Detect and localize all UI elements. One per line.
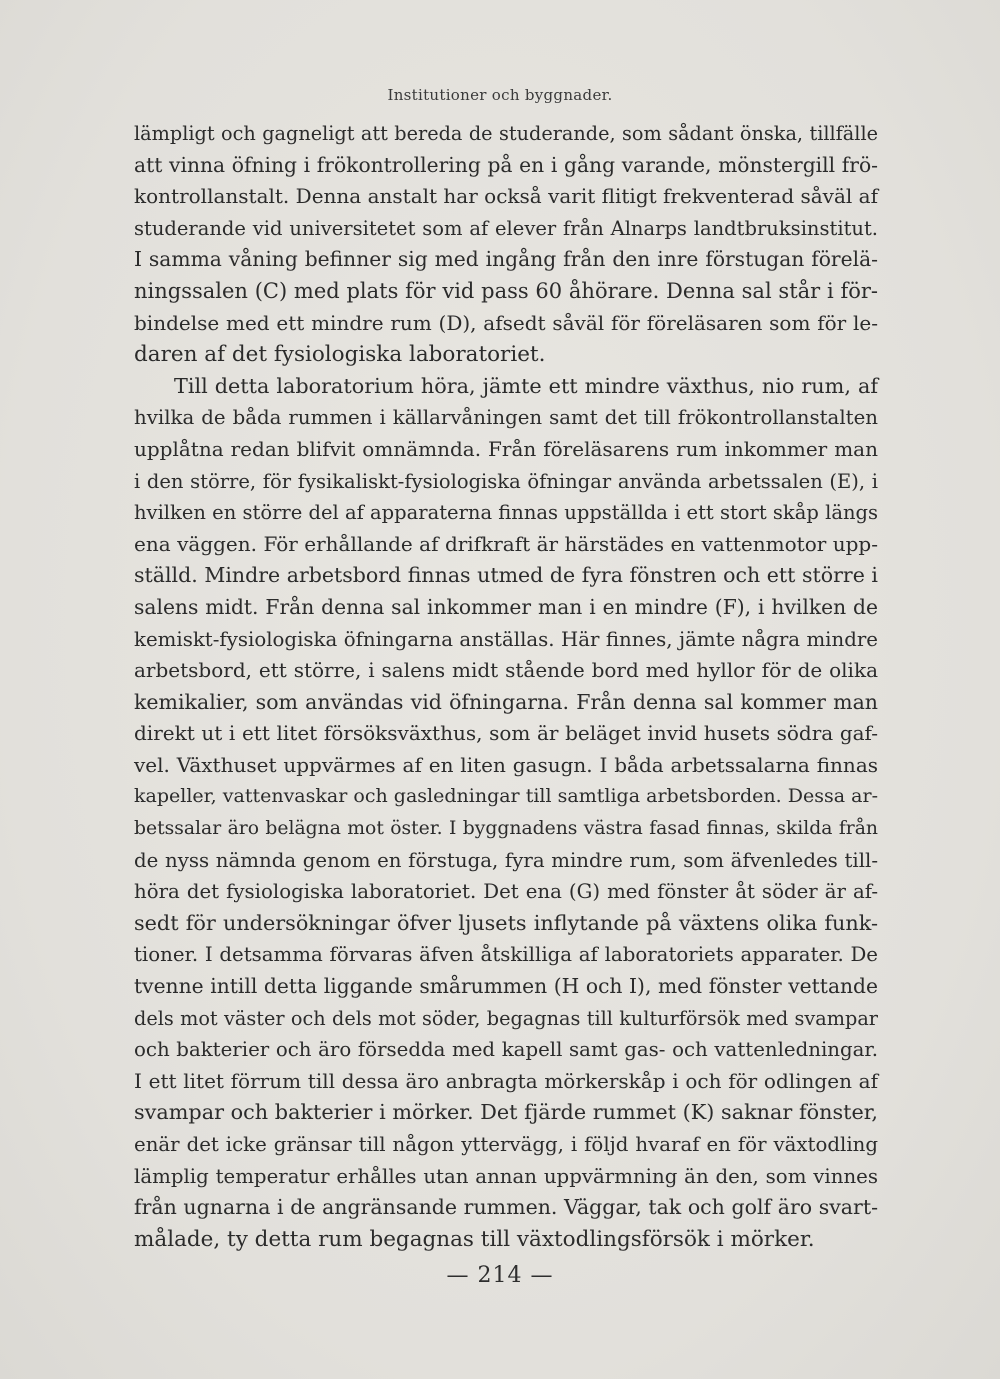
text-line: Till detta laboratorium höra, jämte ett mindre växthus, nio rum, af [174, 373, 878, 398]
text-line: tioner. I detsamma förvaras äfven åtskilliga af laboratoriets apparater. De [134, 943, 878, 967]
text-line: kemikalier, som användas vid öfningarna. Från denna sal kommer man [134, 689, 878, 714]
text-line: I ett litet förrum till dessa äro anbragta mörkerskåp i och för odlingen af [134, 1068, 878, 1093]
text-line: hvilken en större del af apparaterna finnas uppställda i ett stort skåp längs [134, 501, 878, 525]
text-line: kemiskt-fysiologiska öfningarna anställas. Här finnes, jämte några mindre [134, 627, 878, 651]
text-line: kapeller, vattenvaskar och gasledningar till samtliga arbetsborden. Dessa ar- [134, 785, 878, 808]
text-line: direkt ut i ett litet försöksväxthus, som är beläget invid husets södra gaf- [134, 721, 878, 746]
text-line: kontrollanstalt. Denna anstalt har också varit flitigt frekventerad såväl af [134, 184, 878, 209]
text-line: och bakterier och äro försedda med kapell samt gas- och vattenledningar. [134, 1038, 878, 1062]
text-line: enär det icke gränsar till någon yttervägg, i följd hvaraf en för växtodling [134, 1133, 878, 1156]
text-line: vel. Växthuset uppvärmes af en liten gasugn. I båda arbetssalarna finnas [134, 752, 878, 777]
text-line: ningssalen (C) med plats för vid pass 60 åhörare. Denna sal står i för- [134, 278, 878, 303]
text-line: tvenne intill detta liggande smårummen (H och I), med fönster vettande [134, 974, 878, 999]
text-line: studerande vid universitetet som af elever från Alnarps landtbruksinstitut. [134, 216, 878, 240]
text-line: bindelse med ett mindre rum (D), afsedt såväl för föreläsaren som för le- [134, 310, 878, 335]
text-line: ställd. Mindre arbetsbord finnas utmed de fyra fönstren och ett större i [134, 563, 878, 588]
text-line: i den större, för fysikaliskt-fysiologiska öfningar använda arbetssalen (E), i [134, 469, 878, 493]
text-line: arbetsbord, ett större, i salens midt stående bord med hyllor för de olika [134, 658, 878, 683]
text-line: daren af det fysiologiska laboratoriet. [134, 342, 546, 368]
text-line: lämpligt och gagneligt att bereda de studerande, som sådant önska, tillfälle [134, 122, 878, 145]
body-text [134, 118, 878, 1255]
text-line: salens midt. Från denna sal inkommer man i en mindre (F), i hvilken de [134, 594, 878, 619]
text-line: dels mot väster och dels mot söder, begagnas till kulturförsök med svampar [134, 1006, 878, 1030]
text-line: höra det fysiologiska laboratoriet. Det ena (G) med fönster åt söder är af- [134, 880, 878, 904]
text-line: I samma våning befinner sig med ingång från den inre förstugan förelä- [134, 247, 878, 272]
text-line: målade, ty detta rum begagnas till växtodlingsförsök i mörker. [134, 1226, 815, 1252]
text-line: upplåtna redan blifvit omnämnda. Från föreläsarens rum inkommer man [134, 436, 878, 461]
running-head: Institutioner och byggnader. [387, 86, 613, 104]
text-line: hvilka de båda rummen i källarvåningen samt det till frökontrollanstalten [134, 406, 878, 430]
text-line: från ugnarna i de angränsande rummen. Väggar, tak och golf äro svart- [134, 1195, 878, 1220]
text-line: svampar och bakterier i mörker. Det fjärde rummet (K) saknar fönster, [134, 1100, 878, 1125]
text-line: betssalar äro belägna mot öster. I byggnadens västra fasad finnas, skilda från [134, 818, 878, 840]
page-number: — 214 — [446, 1263, 554, 1288]
text-line: ena väggen. För erhållande af drifkraft är härstädes en vattenmotor upp- [134, 531, 878, 556]
text-line: sedt för undersökningar öfver ljusets inflytande på växtens olika funk- [134, 910, 878, 935]
text-line: att vinna öfning i frökontrollering på en i gång varande, mönstergill frö- [134, 152, 878, 177]
text-line: de nyss nämnda genom en förstuga, fyra mindre rum, som äfvenledes till- [134, 848, 878, 872]
text-line: lämplig temperatur erhålles utan annan uppvärmning än den, som vinnes [134, 1164, 878, 1188]
